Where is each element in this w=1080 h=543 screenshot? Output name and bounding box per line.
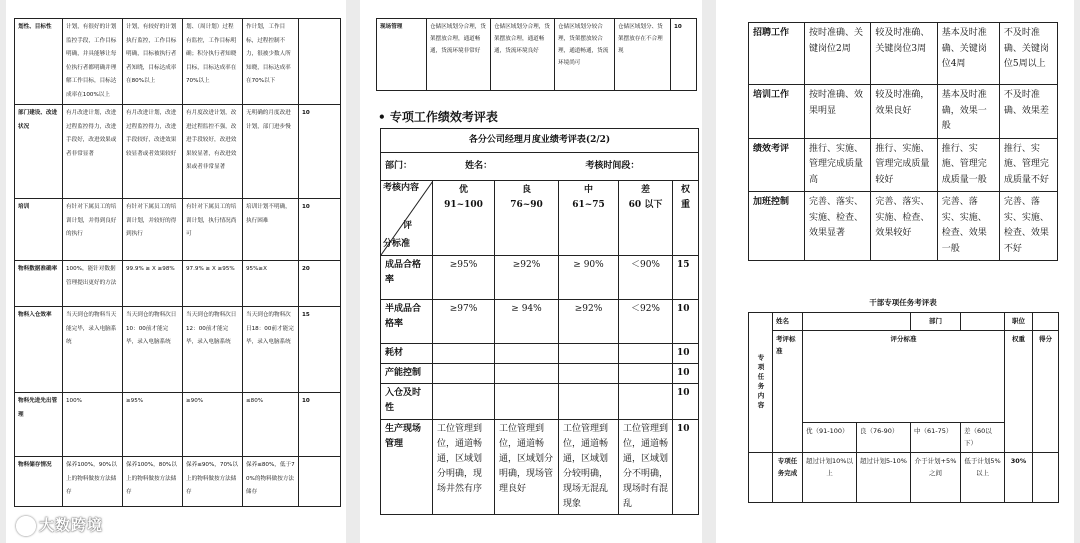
document-page-2 — [360, 0, 702, 543]
page1-table — [14, 18, 341, 507]
table-cell: 15 — [673, 256, 699, 300]
table-cell: 仓储区域划分合理，货架摆放合理，通道畅通，货流环境良好 — [491, 19, 555, 91]
finish-score — [1033, 453, 1059, 503]
table-cell: 入仓及时性 — [381, 384, 433, 420]
table-cell: 10 — [299, 105, 341, 199]
table-cell: 100%，能针对数据管理提出更好的方法 — [63, 261, 123, 307]
table-cell: 有月改进计划，改进过程监控得力，改进手段较好，改进效果较显著或者效果较好 — [123, 105, 183, 199]
table-row — [749, 313, 1059, 331]
table-cell: 当天到仓的物料当天能完毕，录入电脑系统 — [63, 307, 123, 393]
blank-cell — [749, 453, 773, 503]
table-cell: ≥97% — [433, 300, 495, 344]
table-cell: 当天到仓的物料次日10：00前才能完毕，录入电脑系统 — [123, 307, 183, 393]
table-cell: 保养≤90%，70%以上的物料做按方法储存 — [183, 457, 243, 507]
table-cell: 10 — [673, 300, 699, 344]
name-label: 姓名 — [773, 313, 803, 331]
page2-top-table — [376, 18, 697, 91]
table-row — [749, 192, 1058, 261]
table-cell: 99.9% ≥ X ≥98% — [123, 261, 183, 307]
table-row — [381, 420, 699, 515]
dept-label: 部门： — [385, 161, 413, 171]
grade-name: 中 — [583, 185, 593, 195]
table-row — [15, 199, 341, 261]
table-row — [381, 384, 699, 420]
score-label: 得分 — [1033, 331, 1059, 453]
grade-header — [495, 181, 559, 256]
section-title-text: 专项工作绩效考评表 — [389, 110, 498, 124]
table-cell: 完善、落实、实施、检查、效果不好 — [999, 192, 1057, 261]
table-cell: 成品合格率 — [381, 256, 433, 300]
table-row — [749, 453, 1059, 503]
table-cell: 完善、落实、实施、检查、效果显著 — [804, 192, 870, 261]
table-cell: 工位管理到位，通道畅通，区域划分明确，现场管理良好 — [495, 420, 559, 515]
table-cell — [559, 344, 619, 364]
table-cell: 仓储区域划分合理，货架摆放合理，通道畅通，货流环境非常好 — [427, 19, 491, 91]
table-cell: 招聘工作 — [749, 23, 805, 85]
table-cell — [495, 344, 559, 364]
table-cell: 完善、落实、实施、检查、效果一般 — [937, 192, 999, 261]
table-cell: 无明确的月度改进计划，部门进步慢 — [243, 105, 299, 199]
table-cell: 产能控制 — [381, 364, 433, 384]
bullet: • — [378, 110, 386, 124]
table-row — [15, 393, 341, 457]
finish-grade: 低于计划5%以上 — [961, 453, 1005, 503]
table-cell: 基本及时准确，效果一般 — [937, 85, 999, 139]
table-cell — [433, 364, 495, 384]
table-cell: 10 — [671, 19, 697, 91]
table-cell — [495, 364, 559, 384]
table-cell: 有针对下属员工的培训计划，并较好的得到执行 — [123, 199, 183, 261]
watermark — [16, 514, 103, 536]
table-cell: 物料数据准确率 — [15, 261, 63, 307]
table-cell: ≤80% — [243, 393, 299, 457]
table-cell: 培训 — [15, 199, 63, 261]
manager-eval-table — [380, 128, 699, 515]
table-cell: 仓储区域划分、货架摆放存在不合理现 — [615, 19, 671, 91]
table-row — [749, 331, 1059, 423]
table-cell: ≥ 90% — [559, 256, 619, 300]
table-row — [15, 19, 341, 105]
table-cell: 保养≤80%，低于70%的物料做按方法储存 — [243, 457, 299, 507]
table-cell: 推行、实施、管理完成质量较好 — [871, 138, 937, 192]
grade-name: 差 — [640, 185, 650, 195]
table-cell: 有月改进计划，改进过程监控得力，改进手段好，改进效果或者非常显著 — [63, 105, 123, 199]
info-cell — [381, 153, 699, 181]
table-cell: 10 — [673, 384, 699, 420]
table-cell: 完善、落实、实施、检查、效果较好 — [871, 192, 937, 261]
table-title: 各分公司经理月度业绩考评表(2/2) — [381, 129, 699, 153]
table-cell: 物料储存情况 — [15, 457, 63, 507]
table-cell: 加班控制 — [749, 192, 805, 261]
table-cell: 15 — [299, 307, 341, 393]
table-row — [749, 138, 1058, 192]
document-page-1 — [6, 0, 346, 543]
pos-value — [1033, 313, 1059, 331]
grade-range: 61~75 — [572, 200, 605, 210]
table-cell — [619, 364, 673, 384]
dept-label: 部门 — [911, 313, 961, 331]
document-page-3 — [716, 0, 1074, 543]
header-row — [381, 181, 699, 256]
table-cell: 计划，有很好的计划监控手段，工作目标明确，并具能够让每位执行者都明确并理解工作目标，目标达成率在100%以上 — [63, 19, 123, 105]
table-cell: 不及时准确、效果差 — [999, 85, 1057, 139]
table-cell — [559, 364, 619, 384]
table-cell: 作计划，工作目标，过程控制不力，很被少数人所知晓，目标达成率在70%以下 — [243, 19, 299, 105]
table-cell: ＜92% — [619, 300, 673, 344]
table-cell: 耗材 — [381, 344, 433, 364]
table-row — [15, 307, 341, 393]
table-cell — [495, 384, 559, 420]
standard-label: 分标准 — [383, 239, 411, 249]
content-label: 考核内容 — [383, 183, 420, 193]
table-row — [749, 85, 1058, 139]
table-cell: 生产现场管理 — [381, 420, 433, 515]
table-cell: ≥92% — [559, 300, 619, 344]
name-label: 姓名： — [465, 161, 493, 171]
eval-label: 考评标准 — [773, 331, 803, 453]
table-row — [749, 23, 1058, 85]
table-cell: 工位管理到位，通道畅通，区域划分较明确，现场无混乱现象 — [559, 420, 619, 515]
table-cell: 较及时准确，效果良好 — [871, 85, 937, 139]
table-cell: 工位管理到位，通道畅通，区域划分明确，现场井然有序 — [433, 420, 495, 515]
table-cell: 部门建设、改进状况 — [15, 105, 63, 199]
table-cell: 当天到仓的物料次日18：00前才能完毕，录入电脑系统 — [243, 307, 299, 393]
table-cell — [619, 384, 673, 420]
table-cell: 按时准确、关键岗位2周 — [804, 23, 870, 85]
table-cell: 仓储区域划分较合理，货架摆放较合理，通道畅通，货流环境尚可 — [555, 19, 615, 91]
grade-name: 良 — [521, 185, 531, 195]
table-cell: 计划，有较好的计划执行监控，工作目标明确，目标被执行者者知晓，目标达成率在80%以上 — [123, 19, 183, 105]
grade-range: 91~100 — [444, 200, 483, 210]
grade-header — [559, 181, 619, 256]
finish-label: 专项任务完成 — [773, 453, 803, 503]
table-cell — [559, 384, 619, 420]
section-title — [378, 108, 498, 125]
watermark-text: 大数跨境 — [39, 516, 104, 534]
table-row — [15, 457, 341, 507]
ping-label: 评 — [403, 221, 413, 231]
table-cell: 95%≥X — [243, 261, 299, 307]
grade-cell: 良（76-90） — [857, 423, 911, 453]
table-cell: 物料入仓效率 — [15, 307, 63, 393]
weight-label: 权重 — [1005, 331, 1033, 453]
table-row — [15, 261, 341, 307]
table-cell: 推行、实施、管理完成质量一般 — [937, 138, 999, 192]
table-cell: ＜90% — [619, 256, 673, 300]
table-row — [15, 105, 341, 199]
page3-table — [748, 22, 1058, 261]
grade-header — [619, 181, 673, 256]
table-cell: 100% — [63, 393, 123, 457]
table-cell — [299, 19, 341, 105]
name-value — [803, 313, 911, 331]
table-cell: ≥90% — [183, 393, 243, 457]
finish-weight: 30% — [1005, 453, 1033, 503]
weight-header: 权重 — [673, 181, 699, 256]
grade-name: 优 — [458, 185, 468, 195]
table-cell: ≥95% — [123, 393, 183, 457]
table-row — [377, 19, 697, 91]
table-cell: 有针对下属员工的培训计划，并得到良好的执行 — [63, 199, 123, 261]
table-cell: 物料先进先出管理 — [15, 393, 63, 457]
standard-label: 评分标准 — [803, 331, 1005, 423]
pos-label: 职位 — [1005, 313, 1033, 331]
watermark-logo-icon — [16, 516, 36, 536]
table-cell: 有月度改进计划，改进过程监控不强，改进手段较好，改进效果较显著，有改进效果或者非常显著 — [183, 105, 243, 199]
table-cell: 培训计划不明确，执行困难 — [243, 199, 299, 261]
table-cell: 10 — [673, 364, 699, 384]
table-cell: 较及时准确、关键岗位3周 — [871, 23, 937, 85]
table-row — [381, 300, 699, 344]
grade-range: 76~90 — [510, 200, 543, 210]
table-cell: 培训工作 — [749, 85, 805, 139]
diagonal-header — [381, 181, 433, 256]
table-cell — [299, 457, 341, 507]
table-row — [381, 364, 699, 384]
table-cell: 10 — [299, 393, 341, 457]
special-table-title: 干部专项任务考评表 — [869, 298, 937, 307]
finish-grade: 超过计划10%以上 — [803, 453, 857, 503]
table-cell — [619, 344, 673, 364]
table-title-row — [381, 129, 699, 153]
table-cell: 有针对下属员工的培训计划，执行情况尚可 — [183, 199, 243, 261]
table-cell: 划性、目标性 — [15, 19, 63, 105]
finish-grade: 超过计划5-10% — [857, 453, 911, 503]
table-cell — [433, 344, 495, 364]
table-cell: 工位管理到位，通道畅通，区域划分不明确，现场时有混乱 — [619, 420, 673, 515]
table-cell: 10 — [299, 199, 341, 261]
table-cell: 现场管理 — [377, 19, 427, 91]
table-cell: 97.9% ≥ X ≥95% — [183, 261, 243, 307]
table-cell: 推行、实施、管理完成质量高 — [804, 138, 870, 192]
table-row — [381, 256, 699, 300]
dept-value — [961, 313, 1005, 331]
finish-grade: 介于计划+5%之间 — [911, 453, 961, 503]
table-cell: 20 — [299, 261, 341, 307]
special-task-table — [748, 312, 1059, 503]
table-cell: 半成品合格率 — [381, 300, 433, 344]
table-cell: 当天到仓的物料次日12：00前才能完毕，录入电脑系统 — [183, 307, 243, 393]
grade-cell: 中（61-75） — [911, 423, 961, 453]
table-cell: 保养100%，90%以上的物料做按方法储存 — [63, 457, 123, 507]
time-label: 考核时间段： — [585, 161, 640, 171]
grade-range: 60 以下 — [628, 200, 663, 210]
table-cell — [433, 384, 495, 420]
table-cell: 基本及时准确、关键岗位4周 — [937, 23, 999, 85]
grade-cell: 优（91-100） — [803, 423, 857, 453]
side-label-text: 专项任务内容 — [756, 354, 765, 411]
table-cell: 不及时准确、关键岗位5周以上 — [999, 23, 1057, 85]
grade-cell: 差（60以下） — [961, 423, 1005, 453]
table-cell: 10 — [673, 344, 699, 364]
table-row — [381, 344, 699, 364]
table-cell: 推行、实施、管理完成质量不好 — [999, 138, 1057, 192]
table-cell: 划、（周计划）过程有监控，工作目标明确；积分执行者知晓目标，目标达成率在70%以上 — [183, 19, 243, 105]
table-cell: 保养100%，80%以上的物料做按方法储存 — [123, 457, 183, 507]
table-cell: 10 — [673, 420, 699, 515]
table-cell: ≥ 94% — [495, 300, 559, 344]
diagonal-header-box — [381, 181, 432, 255]
table-cell: 绩效考评 — [749, 138, 805, 192]
table-cell: 按时准确、效果明显 — [804, 85, 870, 139]
side-label — [749, 313, 773, 453]
table-cell: ≥92% — [495, 256, 559, 300]
table-cell: ≥95% — [433, 256, 495, 300]
info-row — [381, 153, 699, 181]
grade-header — [433, 181, 495, 256]
